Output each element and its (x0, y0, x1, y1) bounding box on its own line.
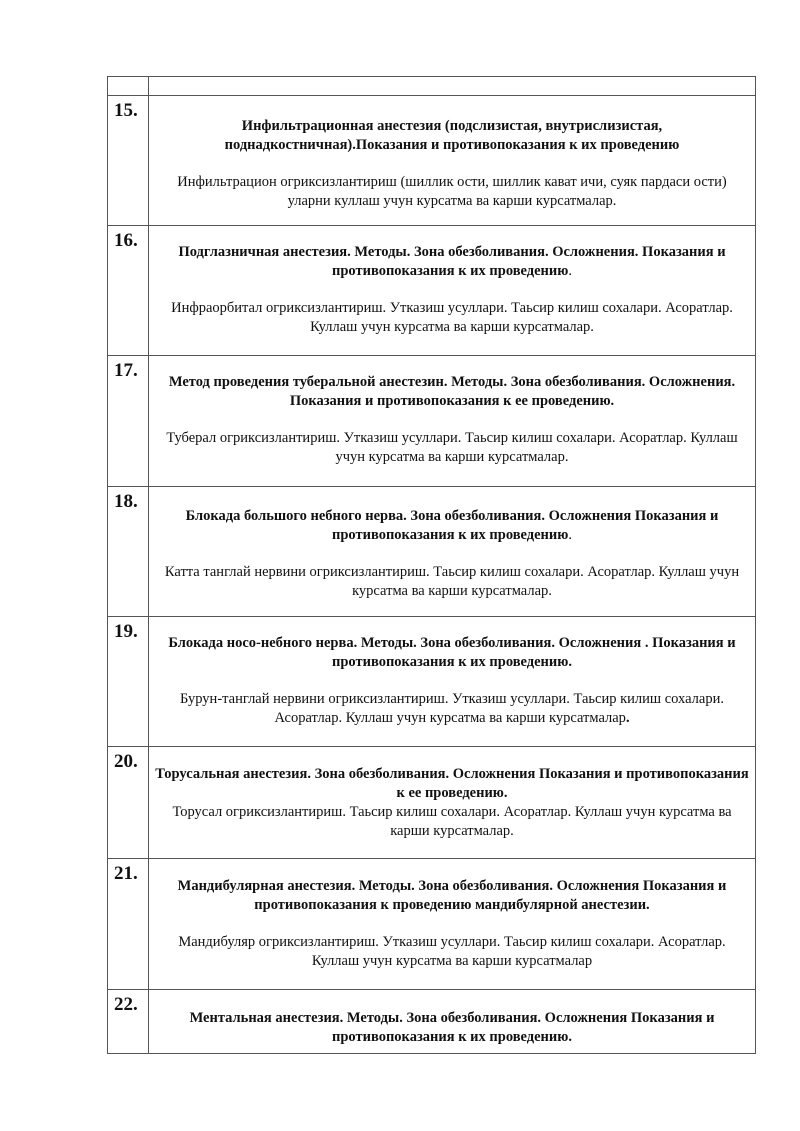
question-text-uz (155, 803, 749, 841)
question-text-body: Бурун-танглай нервини огриксизлантириш. Утказиш усуллари. Таьсир килиш сохалари. Асоратлар. Куллаш учун курсатма ва карши курсатмалар (180, 691, 724, 726)
question-title-ru (155, 243, 749, 281)
question-title-ru (155, 117, 749, 155)
question-row (108, 747, 756, 859)
question-text-uz (155, 563, 749, 601)
question-title-ru (155, 765, 749, 803)
question-text-uz (155, 299, 749, 337)
question-text-body: Туберал огриксизлантириш. Утказиш усуллари. Таьсир килиш сохалари. Асоратлар. Куллаш учун курсатма ва карши курсатмалар. (166, 430, 738, 465)
question-title-text: Торусальная анестезия. Зона обезболивания. Осложнения Показания и противопоказания к ее проведению. (155, 766, 749, 801)
question-number: 22. (108, 990, 149, 1054)
question-title-text: Подглазничная анестезия. Методы. Зона обезболивания. Осложнения. Показания и противопоказания к их проведению (178, 244, 726, 279)
question-title-text: Блокада большого небного нерва. Зона обезболивания. Осложнения Показания и противопоказания к их проведению (185, 508, 719, 543)
question-row (108, 96, 756, 226)
question-text-uz (155, 933, 749, 971)
question-row (108, 487, 756, 617)
question-cell (149, 226, 756, 356)
question-row (108, 859, 756, 990)
question-number: 21. (108, 859, 149, 990)
question-text-body: Торусал огриксизлантириш. Таьсир килиш сохалари. Асоратлар. Куллаш учун курсатма ва карши курсатмалар. (172, 804, 732, 839)
question-title-tail: . (568, 263, 572, 279)
question-number: 19. (108, 617, 149, 747)
question-text-body: Инфильтрацион огриксизлантириш (шиллик ости, шиллик кават ичи, суяк пардаси ости) уларни куллаш учун курсатма ва карши курсатмалар. (177, 174, 727, 209)
question-text-tail: . (625, 710, 630, 726)
question-text-body: Инфраорбитал огриксизлантириш. Утказиш усуллари. Таьсир килиш сохалари. Асоратлар. Куллаш учун курсатма ва карши курсатмалар. (171, 300, 733, 335)
question-row (108, 617, 756, 747)
question-text-body: Мандибуляр огриксизлантириш. Утказиш усуллари. Таьсир килиш сохалари. Асоратлар. Куллаш учун курсатма ва карши курсатмалар (178, 934, 726, 969)
question-text-uz (155, 173, 749, 211)
question-number: 20. (108, 747, 149, 859)
question-title-ru (155, 373, 749, 411)
question-text-body: Катта танглай нервини огриксизлантириш. Таьсир килиш сохалари. Асоратлар. Куллаш учун курсатма ва карши курсатмалар. (164, 564, 740, 599)
question-number: 18. (108, 487, 149, 617)
question-row (108, 990, 756, 1054)
question-text-uz (155, 690, 749, 728)
question-cell (149, 990, 756, 1054)
questions-table (107, 76, 756, 1054)
question-cell (149, 859, 756, 990)
question-cell (149, 487, 756, 617)
header-cell-content (149, 77, 756, 96)
question-title-text: Ментальная анестезия. Методы. Зона обезболивания. Осложнения Показания и противопоказания к их проведению. (189, 1010, 715, 1045)
question-number: 17. (108, 356, 149, 487)
table-header-row (108, 77, 756, 96)
question-title-ru (155, 507, 749, 545)
question-title-text: Метод проведения туберальной анестезин. Методы. Зона обезболивания. Осложнения. Показания и противопоказания к ее проведению. (168, 374, 736, 409)
question-number: 16. (108, 226, 149, 356)
header-cell-number (108, 77, 149, 96)
question-title-ru (155, 1009, 749, 1047)
question-text-uz (155, 429, 749, 467)
question-cell (149, 747, 756, 859)
question-number: 15. (108, 96, 149, 226)
question-title-tail: . (568, 527, 572, 543)
question-cell (149, 96, 756, 226)
question-title-text: Мандибулярная анестезия. Методы. Зона обезболивания. Осложнения Показания и противопоказания к проведению мандибулярной анестезии. (177, 878, 727, 913)
question-title-text: Инфильтрационная анестезия (подслизистая, внутрислизистая, поднадкостничная).Показания и противопоказания к их проведению (224, 118, 680, 153)
question-cell (149, 356, 756, 487)
question-title-ru (155, 634, 749, 672)
question-title-ru (155, 877, 749, 915)
question-row (108, 356, 756, 487)
question-title-text: Блокада носо-небного нерва. Методы. Зона обезболивания. Осложнения . Показания и противопоказания к их проведению. (168, 635, 736, 670)
question-cell (149, 617, 756, 747)
question-row (108, 226, 756, 356)
